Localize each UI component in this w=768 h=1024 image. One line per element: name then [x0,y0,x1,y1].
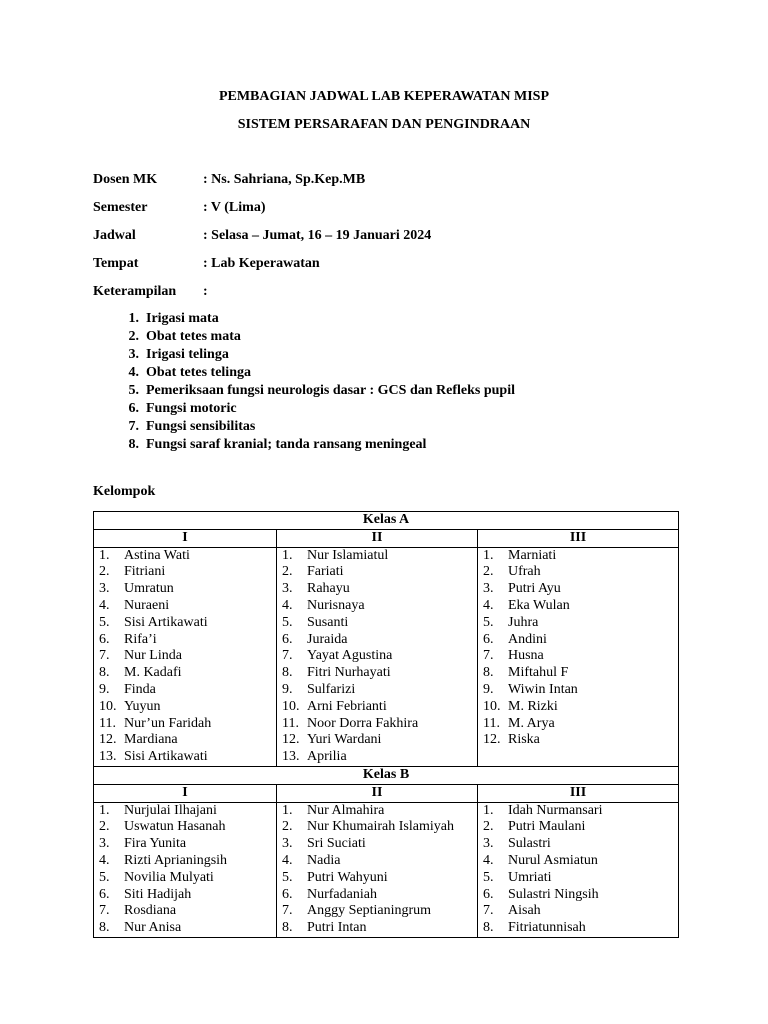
skill-text: Fungsi saraf kranial; tanda ransang meningeal [146,437,427,452]
student-number: 7. [282,648,293,664]
student-name: Miftahul F [508,665,569,681]
student-item [483,732,673,749]
student-number: 11. [99,715,116,731]
kelompok-heading: Kelompok [93,484,156,499]
student-number: 2. [282,819,293,835]
student-item [99,853,271,870]
student-name: Finda [124,681,156,697]
student-name: Riska [508,732,540,748]
skill-text: Obat tetes mata [146,329,241,344]
student-number: 8. [99,920,110,936]
student-item [483,853,673,870]
kelas-b-header-2: II [277,784,478,802]
student-name: Uswatun Hasanah [124,819,226,835]
student-item [282,803,472,820]
student-number: 2. [483,819,494,835]
student-number: 2. [99,819,110,835]
student-name: Umriati [508,869,552,885]
student-number: 5. [282,869,293,885]
skills-list [93,310,515,454]
student-name: Rahayu [307,581,350,597]
student-item [483,682,673,699]
student-name: Fitriatunnisah [508,920,586,936]
student-item [282,564,472,581]
student-item [282,615,472,632]
student-item [483,870,673,887]
student-item [282,581,472,598]
kelas-b-group-3 [478,802,679,937]
student-name: Sisi Artikawati [124,614,208,630]
student-number: 4. [282,597,293,613]
student-item [483,648,673,665]
student-number: 7. [483,648,494,664]
student-number: 3. [282,581,293,597]
student-item [282,887,472,904]
info-row-tempat [93,255,320,273]
student-number: 1. [99,802,110,818]
student-number: 10. [282,698,300,714]
skill-number: 6. [128,401,139,416]
info-row-dosen [93,171,365,189]
student-number: 10. [483,698,501,714]
student-item [483,564,673,581]
student-name: M. Kadafi [124,665,182,681]
student-name: Rifa’i [124,631,157,647]
student-item [282,819,472,836]
student-item [99,920,271,937]
student-name: Nur Linda [124,648,182,664]
student-name: Anggy Septianingrum [307,903,432,919]
student-number: 9. [99,681,110,697]
student-name: Fira Yunita [124,836,187,852]
student-name: Sri Suciati [307,836,366,852]
kelas-a-header-3: III [478,529,679,547]
student-item [483,920,673,937]
info-row-jadwal [93,227,431,245]
student-number: 2. [99,564,110,580]
student-number: 5. [99,869,110,885]
student-number: 4. [282,852,293,868]
student-number: 4. [483,852,494,868]
kelas-a-group-3 [478,547,679,766]
kelas-b-header-3: III [478,784,679,802]
student-name: Mardiana [124,732,178,748]
student-item [483,615,673,632]
student-item [282,853,472,870]
student-item [282,548,472,565]
student-name: Siti Hadijah [124,886,192,902]
student-item [282,920,472,937]
skill-item [93,418,515,436]
student-name: Nurjulai Ilhajani [124,802,217,818]
student-number: 8. [483,920,494,936]
student-number: 8. [483,665,494,681]
info-value: : Ns. Sahriana, Sp.Kep.MB [203,172,366,187]
student-name: Nurisnaya [307,597,365,613]
student-number: 13. [282,749,300,765]
info-label: Dosen MK [93,172,158,187]
student-name: Putri Ayu [508,581,561,597]
student-name: Nurfadaniah [307,886,377,902]
student-name: Noor Dorra Fakhira [307,715,419,731]
student-number: 6. [483,886,494,902]
student-number: 11. [483,715,500,731]
student-name: Idah Nurmansari [508,802,603,818]
student-number: 6. [99,631,110,647]
student-name: Juhra [508,614,539,630]
student-number: 7. [99,903,110,919]
student-name: Sulastri Ningsih [508,886,599,902]
student-item [99,887,271,904]
student-name: Juraida [307,631,348,647]
student-number: 4. [99,852,110,868]
skill-item [93,310,515,328]
student-number: 8. [282,920,293,936]
student-name: Nur Islamiatul [307,547,389,563]
student-name: Rizti Aprianingsih [124,852,228,868]
student-item [99,699,271,716]
student-number: 5. [483,614,494,630]
student-item [483,836,673,853]
skill-number: 8. [128,437,139,452]
student-number: 5. [99,614,110,630]
student-number: 8. [282,665,293,681]
student-item [483,548,673,565]
student-item [282,732,472,749]
student-name: Putri Wahyuni [307,869,388,885]
student-item [282,749,472,766]
kelas-a-group-1 [94,547,277,766]
kelas-b-title: Kelas B [94,766,679,784]
info-value: : Lab Keperawatan [203,256,320,271]
student-number: 10. [99,698,117,714]
student-item [282,903,472,920]
student-item [483,598,673,615]
skill-number: 4. [128,365,139,380]
student-name: Umratun [124,581,174,597]
student-name: Putri Maulani [508,819,586,835]
student-number: 13. [99,749,117,765]
kelas-a-title: Kelas A [94,512,679,530]
student-item [483,632,673,649]
kelas-b-group-1 [94,802,277,937]
info-value: : Selasa – Jumat, 16 – 19 Januari 2024 [203,228,432,243]
info-row-semester [93,199,265,217]
student-number: 1. [483,802,494,818]
student-item [99,749,271,766]
student-number: 5. [282,614,293,630]
info-row-keterampilan [93,283,208,301]
skill-text: Pemeriksaan fungsi neurologis dasar : GCS dan Refleks pupil [146,383,515,398]
kelas-b-header-1: I [94,784,277,802]
student-item [483,699,673,716]
student-item [99,615,271,632]
student-item [483,887,673,904]
student-name: Nuraeni [124,597,170,613]
skill-number: 7. [128,419,139,434]
student-item [99,819,271,836]
student-name: Sulastri [508,836,551,852]
student-item [99,598,271,615]
student-name: Aprilia [307,749,347,765]
student-name: Nurul Asmiatun [508,852,598,868]
student-number: 6. [483,631,494,647]
student-number: 1. [483,547,494,563]
student-number: 7. [483,903,494,919]
skill-text: Obat tetes telinga [146,365,251,380]
info-value: : [203,284,208,299]
student-item [99,632,271,649]
student-item [99,870,271,887]
student-item [483,665,673,682]
student-name: Wiwin Intan [508,681,578,697]
student-number: 3. [483,581,494,597]
student-name: Astina Wati [124,547,190,563]
skill-item [93,400,515,418]
student-number: 9. [483,681,494,697]
skill-text: Irigasi telinga [146,347,229,362]
info-label: Jadwal [93,228,136,243]
student-number: 3. [282,836,293,852]
student-name: Sisi Artikawati [124,749,208,765]
skill-number: 3. [128,347,139,362]
student-item [282,716,472,733]
student-number: 1. [99,547,110,563]
student-name: Nur Anisa [124,920,182,936]
skill-item [93,346,515,364]
student-item [282,836,472,853]
student-name: Yuyun [124,698,161,714]
student-number: 6. [99,886,110,902]
skill-item [93,364,515,382]
student-item [99,564,271,581]
student-name: Novilia Mulyati [124,869,214,885]
student-name: Arni Febrianti [307,698,387,714]
student-name: Yayat Agustina [307,648,393,664]
student-item [282,699,472,716]
student-number: 6. [282,886,293,902]
student-name: Sulfarizi [307,681,356,697]
skill-text: Fungsi sensibilitas [146,419,256,434]
student-item [99,548,271,565]
student-item [99,732,271,749]
student-item [282,665,472,682]
student-item [99,803,271,820]
student-number: 12. [99,732,117,748]
skill-text: Fungsi motoric [146,401,237,416]
groups-table [93,511,679,938]
kelas-a-header-2: II [277,529,478,547]
student-item [282,598,472,615]
student-number: 2. [483,564,494,580]
student-name: Andini [508,631,547,647]
student-item [99,665,271,682]
student-number: 6. [282,631,293,647]
student-item [483,819,673,836]
student-name: Eka Wulan [508,597,570,613]
document-title: PEMBAGIAN JADWAL LAB KEPERAWATAN MISP [218,89,550,104]
skill-item [93,328,515,346]
student-number: 12. [282,732,300,748]
student-number: 8. [99,665,110,681]
student-name: Nadia [307,852,341,868]
kelas-a-header-1: I [94,529,277,547]
student-item [282,648,472,665]
info-label: Semester [93,200,148,215]
student-item [99,716,271,733]
student-name: Husna [508,648,544,664]
student-name: Aisah [508,903,541,919]
student-item [483,803,673,820]
student-item [282,870,472,887]
student-name: Fitriani [124,564,166,580]
student-name: Ufrah [508,564,541,580]
student-number: 1. [282,547,293,563]
student-item [99,581,271,598]
student-number: 9. [282,681,293,697]
kelas-b-group-2 [277,802,478,937]
student-number: 11. [282,715,299,731]
student-number: 3. [99,836,110,852]
student-name: Susanti [307,614,349,630]
student-name: Fitri Nurhayati [307,665,391,681]
student-item [483,903,673,920]
student-number: 2. [282,564,293,580]
student-item [99,682,271,699]
skill-item [93,382,515,400]
document-subtitle: SISTEM PERSARAFAN DAN PENGINDRAAN [237,117,531,132]
skill-text: Irigasi mata [146,311,219,326]
student-name: Rosdiana [124,903,177,919]
kelas-a-group-2 [277,547,478,766]
student-number: 12. [483,732,501,748]
student-item [99,648,271,665]
student-number: 7. [282,903,293,919]
student-name: Nur Almahira [307,802,385,818]
student-item [282,682,472,699]
info-label: Tempat [93,256,139,271]
skill-number: 2. [128,329,139,344]
student-name: M. Rizki [508,698,558,714]
student-number: 5. [483,869,494,885]
skill-number: 1. [128,311,139,326]
student-item [483,716,673,733]
info-label: Keterampilan [93,284,177,299]
student-item [282,632,472,649]
student-name: Nur’un Faridah [124,715,212,731]
student-name: Fariati [307,564,344,580]
skill-number: 5. [128,383,139,398]
student-number: 7. [99,648,110,664]
info-value: : V (Lima) [203,200,266,215]
student-name: Yuri Wardani [307,732,382,748]
student-number: 3. [99,581,110,597]
skill-item [93,436,515,454]
student-name: M. Arya [508,715,555,731]
student-name: Marniati [508,547,557,563]
student-item [99,903,271,920]
student-name: Putri Intan [307,920,367,936]
student-number: 4. [99,597,110,613]
student-item [99,836,271,853]
student-item [483,581,673,598]
student-number: 3. [483,836,494,852]
student-number: 1. [282,802,293,818]
student-name: Nur Khumairah Islamiyah [307,819,454,835]
student-number: 4. [483,597,494,613]
